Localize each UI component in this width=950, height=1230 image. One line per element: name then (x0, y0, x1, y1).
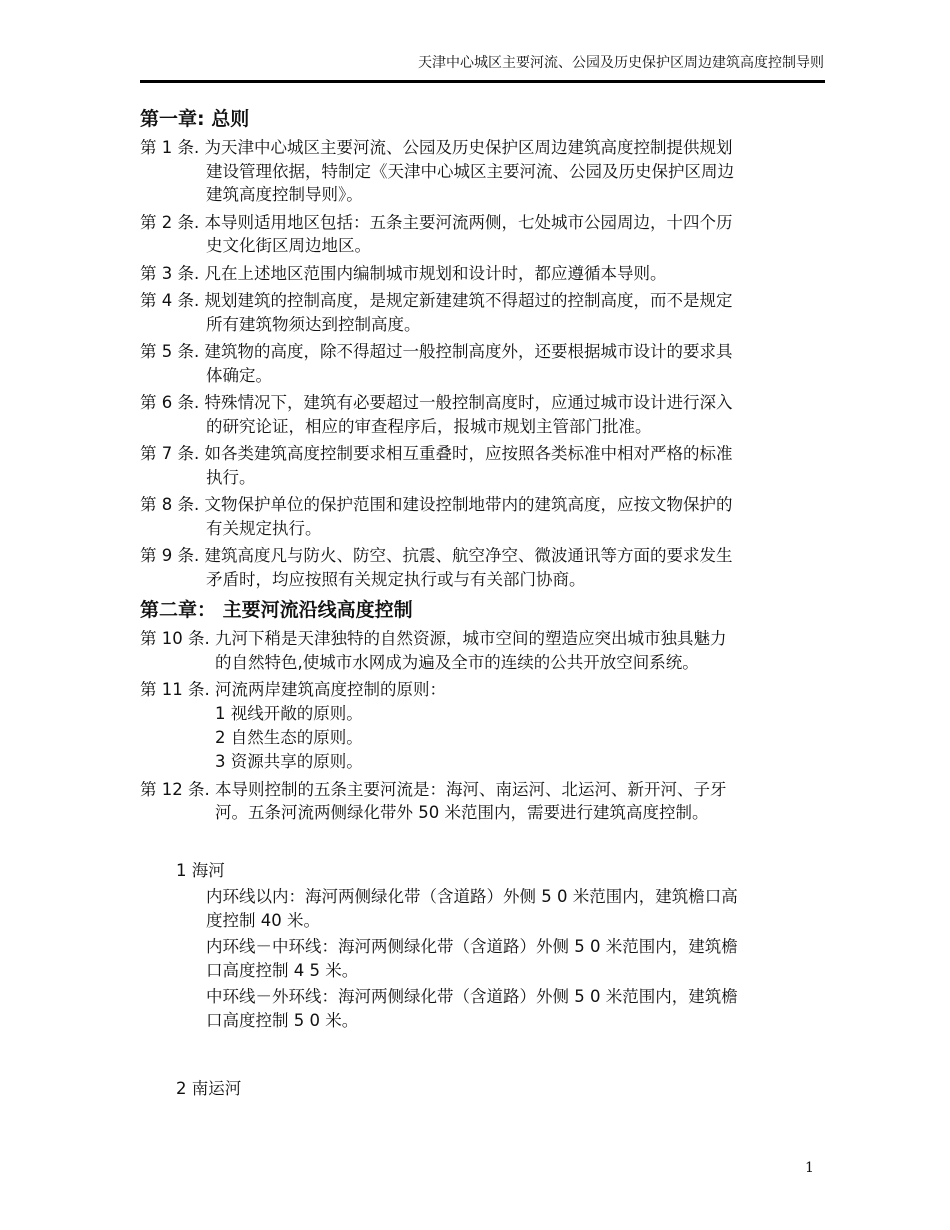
article-6-line1: 第 6 条. 特殊情况下，建筑有必要超过一般控制高度时，应通过城市设计进行深入 (140, 393, 733, 412)
article-4-line1: 第 4 条. 规划建筑的控制高度，是规定新建建筑不得超过的控制高度，而不是规定 (140, 291, 733, 310)
chapter-1-articles (140, 136, 830, 591)
article-1 (140, 136, 830, 207)
haihe-paragraph (140, 885, 830, 933)
article-1-line2: 建设管理依据，特制定《天津中心城区主要河流、公园及历史保护区周边 (206, 161, 734, 181)
nanyunhe-heading: 2 南运河 (176, 1078, 242, 1098)
document-body (140, 104, 830, 1101)
haihe-paragraph (140, 985, 830, 1033)
article-10-line2: 的自然特色,使城市水网成为遍及全市的连续的公共开放空间系统。 (215, 652, 699, 672)
article-8-line1: 第 8 条. 文物保护单位的保护范围和建设控制地带内的建筑高度，应按文物保护的 (140, 495, 733, 514)
article-2-line1: 第 2 条. 本导则适用地区包括：五条主要河流两侧，七处城市公园周边，十四个历 (140, 212, 733, 232)
haihe-para-3-line1: 中环线－外环线：海河两侧绿化带（含道路）外侧 5 0 米范围内，建筑檐 (206, 986, 738, 1006)
article-5-line2: 体确定。 (206, 365, 272, 385)
article-9-line2: 矛盾时，均应按照有关规定执行或与有关部门协商。 (206, 569, 586, 589)
article-2 (140, 211, 830, 258)
chapter-1-title: 第一章: 总则 (140, 108, 250, 130)
article-9-line1: 第 9 条. 建筑高度凡与防火、防空、抗震、航空净空、微波通讯等方面的要求发生 (140, 546, 733, 565)
article-10 (140, 627, 830, 674)
article-11-line1: 第 11 条. 河流两岸建筑高度控制的原则： (140, 680, 446, 699)
article-7-line1: 第 7 条. 如各类建筑高度控制要求相互重叠时，应按照各类标准中相对严格的标准 (140, 444, 733, 463)
article-1-line1: 第 1 条. 为天津中心城区主要河流、公园及历史保护区周边建筑高度控制提供规划 (140, 138, 733, 157)
article-8-line2: 有关规定执行。 (206, 518, 322, 538)
chapter-2-title: 第二章： 主要河流沿线高度控制 (140, 599, 413, 621)
article-7-line2: 执行。 (206, 467, 256, 487)
haihe-para-2-line2: 口高度控制 4 5 米。 (206, 960, 359, 980)
page-number: 1 (805, 1160, 814, 1176)
article-12-line2: 河。五条河流两侧绿化带外 50 米范围内，需要进行建筑高度控制。 (215, 803, 709, 822)
principle-item: 1 视线开敞的原则。 (215, 703, 363, 723)
principle-item: 2 自然生态的原则。 (215, 727, 363, 747)
header-title: 天津中心城区主要河流、公园及历史保护区周边建筑高度控制导则 (418, 55, 824, 71)
article-6-line2: 的研究论证，相应的审查程序后，报城市规划主管部门批准。 (206, 416, 652, 436)
haihe-para-3-line2: 口高度控制 5 0 米。 (206, 1010, 359, 1030)
haihe-para-1-line1: 内环线以内：海河两侧绿化带（含道路）外侧 5 0 米范围内，建筑檐口高 (206, 886, 738, 906)
article-12 (140, 778, 830, 825)
article-2-line2: 史文化街区周边地区。 (206, 236, 371, 255)
article-6 (140, 391, 830, 438)
article-3-line1: 第 3 条. 凡在上述地区范围内编制城市规划和设计时，都应遵循本导则。 (140, 263, 667, 283)
header-rule (140, 80, 825, 83)
article-8 (140, 493, 830, 540)
principle-item: 3 资源共享的原则。 (215, 751, 363, 771)
article-9 (140, 544, 830, 591)
haihe-paragraph (140, 935, 830, 983)
article-1-line3: 建筑高度控制导则》。 (206, 185, 363, 204)
article-4 (140, 289, 830, 336)
article-4-line2: 所有建筑物须达到控制高度。 (206, 314, 421, 334)
article-3 (140, 262, 830, 286)
article-11 (140, 678, 830, 774)
haihe-heading: 1 海河 (176, 860, 225, 880)
article-5-line1: 第 5 条. 建筑物的高度，除不得超过一般控制高度外，还要根据城市设计的要求具 (140, 342, 733, 361)
article-12-line1: 第 12 条. 本导则控制的五条主要河流是：海河、南运河、北运河、新开河、子牙 (140, 779, 727, 799)
article-5 (140, 340, 830, 387)
haihe-para-1-line2: 度控制 40 米。 (206, 910, 320, 930)
haihe-para-2-line1: 内环线－中环线：海河两侧绿化带（含道路）外侧 5 0 米范围内，建筑檐 (206, 936, 738, 956)
article-10-line1: 第 10 条. 九河下稍是天津独特的自然资源，城市空间的塑造应突出城市独具魅力 (140, 629, 727, 648)
article-7 (140, 442, 830, 489)
